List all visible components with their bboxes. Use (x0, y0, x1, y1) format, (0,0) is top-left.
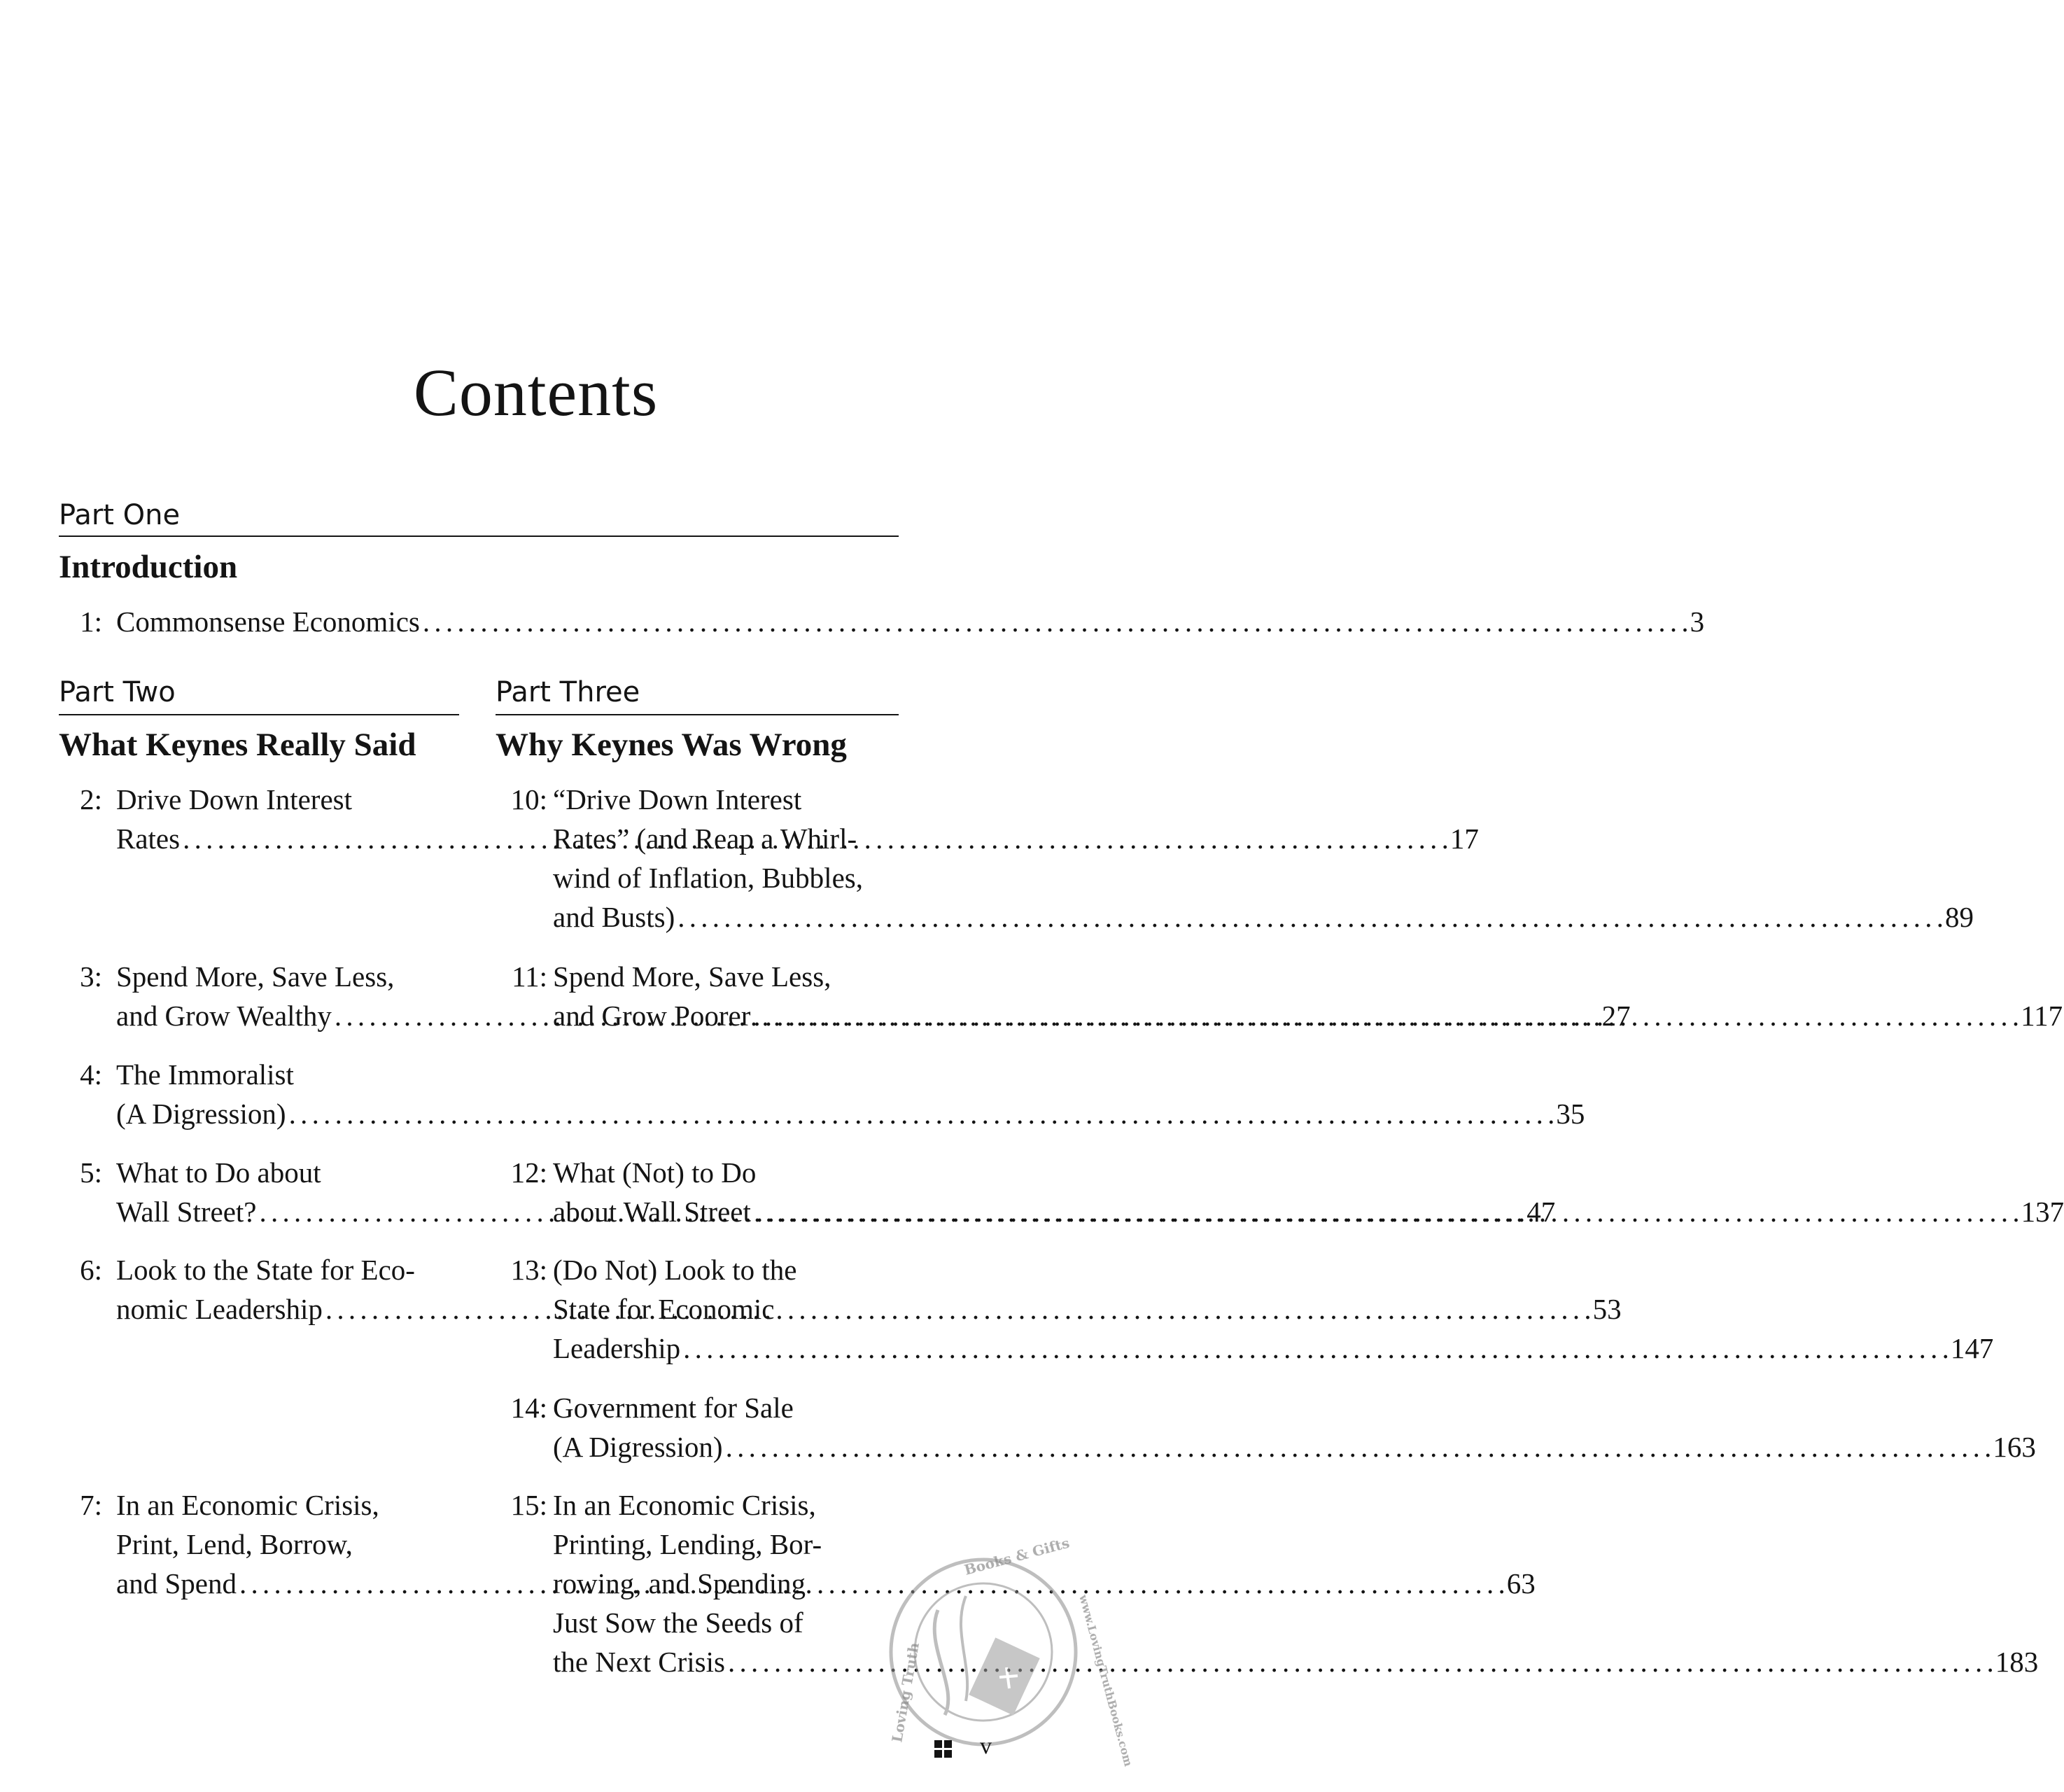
chapter-number: 7: (80, 1489, 102, 1521)
chapter-title-line: In an Economic Crisis, (116, 1489, 379, 1521)
chapter-title-line: “Drive Down Interest (553, 783, 802, 816)
folio-ornament-icon (934, 1740, 953, 1758)
part-two-title: What Keynes Really Said (59, 727, 416, 763)
chapter-page-number: 63 (1506, 1567, 1536, 1600)
part-two-label: Part Two (59, 676, 176, 708)
chapter-title-line: Rates” (and Reap a Whirl- (553, 822, 857, 855)
chapter-number: 12: (510, 1156, 547, 1189)
part-one-rule (59, 536, 899, 537)
page-title: Contents (413, 355, 659, 430)
chapter-title-line: Government for Sale (553, 1392, 794, 1424)
chapter-title-line: In an Economic Crisis, (553, 1489, 816, 1521)
chapter-number: 3: (80, 960, 102, 993)
chapter-number: 10: (510, 783, 547, 816)
chapter-title-line: and Spend (116, 1567, 237, 1600)
stamp-text-left: Loving Truth (888, 1641, 922, 1744)
chapter-page-number: 163 (1993, 1431, 2036, 1463)
chapter-page-number: 53 (1592, 1293, 1622, 1325)
chapter-title-line: Drive Down Interest (116, 783, 353, 816)
chapter-title-line: (A Digression) (116, 1098, 286, 1130)
chapter-number: 13: (510, 1254, 547, 1286)
stamp-text-right: www.LovingTruthBooks.com (1076, 1593, 1135, 1768)
chapter-title-line: and Grow Poorer (553, 1000, 751, 1032)
chapter-title-line: nomic Leadership (116, 1293, 323, 1325)
chapter-page-number: 137 (2021, 1196, 2064, 1228)
chapter-page-number: 35 (1556, 1098, 1585, 1130)
chapter-number: 11: (512, 960, 547, 993)
chapter-title-line: Spend More, Save Less, (553, 960, 831, 993)
leader-dots (754, 1192, 2019, 1231)
chapter-title-line: Look to the State for Eco- (116, 1254, 415, 1286)
chapter-title-line: What to Do about (116, 1156, 321, 1189)
chapter-number: 1: (80, 606, 102, 638)
part-two-rule (59, 714, 459, 715)
chapter-title-line: about Wall Street (553, 1196, 751, 1228)
chapter-title-line: State for Economic (553, 1293, 775, 1325)
chapter-number: 5: (80, 1156, 102, 1189)
part-three-rule (496, 714, 899, 715)
toc-entry (496, 1388, 2036, 1466)
chapter-page-number: 3 (1690, 606, 1705, 638)
chapter-title-line: (Do Not) Look to the (553, 1254, 797, 1286)
part-one-title: Introduction (59, 549, 238, 585)
chapter-number: 6: (80, 1254, 102, 1286)
store-stamp-logo (861, 1505, 1135, 1785)
chapter-title-line: the Next Crisis (553, 1646, 725, 1678)
toc-entry (59, 1055, 1585, 1133)
page-number: v (980, 1733, 992, 1759)
chapter-title-line: rowing, and Spending (553, 1567, 806, 1600)
chapter-page-number: 117 (2021, 1000, 2063, 1032)
chapter-page-number: 27 (1601, 1000, 1631, 1032)
part-three-title: Why Keynes Was Wrong (496, 727, 847, 763)
chapter-page-number: 147 (1950, 1332, 1994, 1364)
chapter-page-number: 17 (1449, 822, 1479, 855)
chapter-title-line: Rates (116, 822, 181, 855)
chapter-number: 2: (80, 783, 102, 816)
leader-dots (289, 1094, 1554, 1133)
chapter-title-line: Wall Street? (116, 1196, 257, 1228)
chapter-title-line: Leadership (553, 1332, 681, 1364)
chapter-title-line: What (Not) to Do (553, 1156, 757, 1189)
toc-entry (59, 602, 1705, 641)
chapter-title-line: The Immoralist (116, 1058, 294, 1091)
chapter-title-line: Just Sow the Seeds of (553, 1606, 803, 1639)
chapter-title-line: wind of Inflation, Bubbles, (553, 862, 863, 894)
chapter-number: 4: (80, 1058, 102, 1091)
leader-dots (678, 897, 1942, 937)
chapter-page-number: 89 (1945, 901, 1974, 933)
leader-dots (753, 996, 2018, 1035)
stamp-text-top: Books & Gifts (962, 1534, 1072, 1578)
chapter-page-number: 47 (1526, 1196, 1556, 1228)
leader-dots (683, 1329, 1948, 1368)
chapter-title-line: and Grow Wealthy (116, 1000, 332, 1032)
leader-dots (423, 602, 1687, 641)
chapter-title-line: Commonsense Economics (116, 606, 420, 638)
part-one-label: Part One (59, 499, 181, 531)
chapter-title-line: (A Digression) (553, 1431, 723, 1463)
chapter-title-line: Print, Lend, Borrow, (116, 1528, 353, 1560)
chapter-number: 15: (510, 1489, 547, 1521)
leader-dots (726, 1427, 1991, 1466)
chapter-title-line: Printing, Lending, Bor- (553, 1528, 822, 1560)
chapter-title-line: and Busts) (553, 901, 675, 933)
chapter-title-line: Spend More, Save Less, (116, 960, 395, 993)
chapter-page-number: 183 (1995, 1646, 2039, 1678)
chapter-number: 14: (510, 1392, 547, 1424)
part-three-label: Part Three (496, 676, 640, 708)
